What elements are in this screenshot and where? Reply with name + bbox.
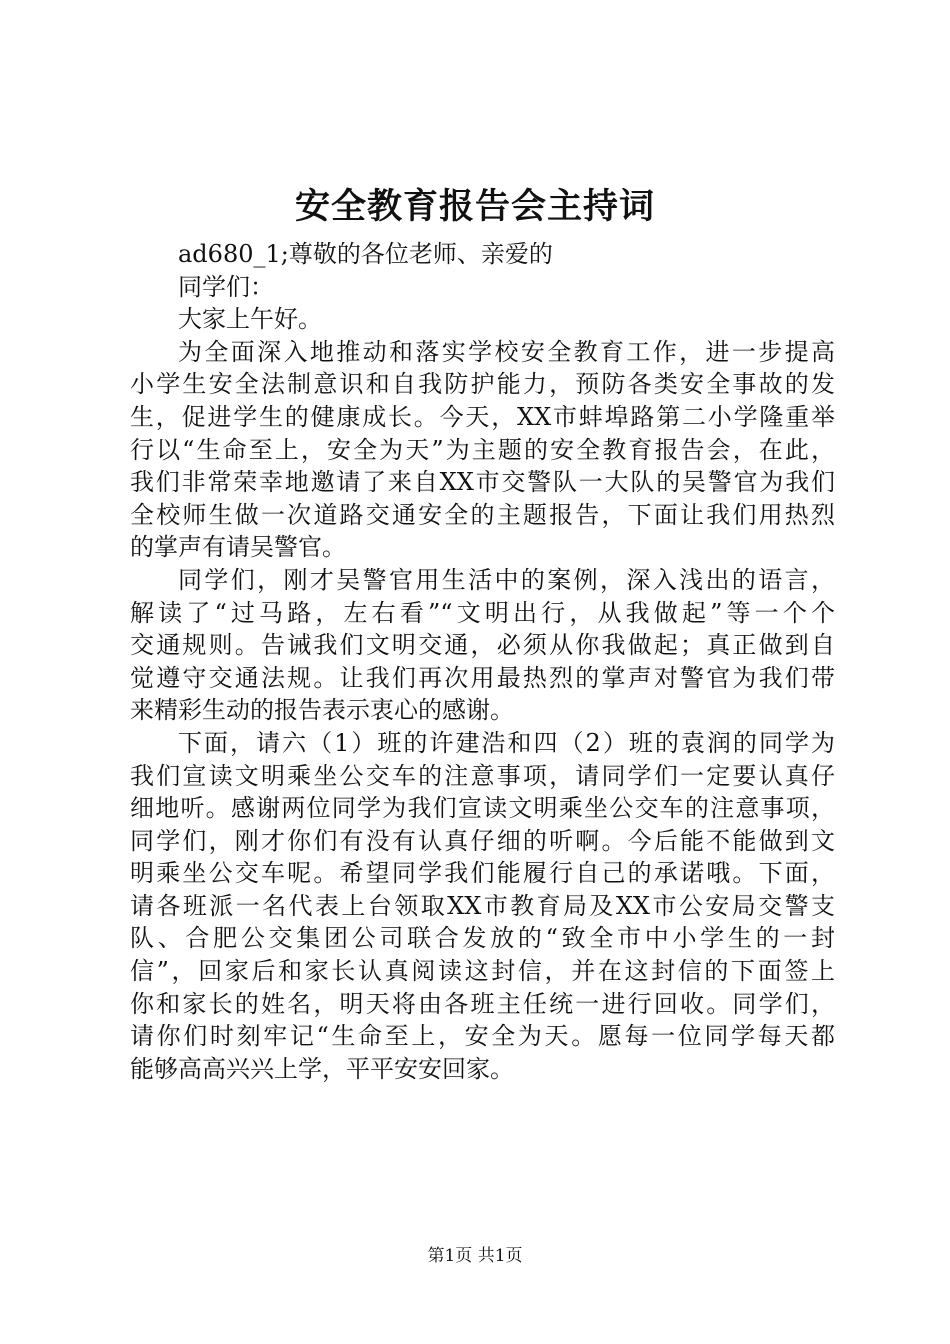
body-line: 请你们时刻牢记“生命至上，安全为天。愿每一位同学每天都 xyxy=(130,1022,835,1051)
page-footer: 第1页 共1页 xyxy=(427,1246,523,1266)
body-line: 同学们： xyxy=(178,272,274,301)
body-line: 大家上午好。 xyxy=(178,305,322,334)
body-line: 队、合肥公交集团公司联合发放的“致全市中小学生的一封 xyxy=(130,924,835,953)
body-line: 同学们，刚才吴警官用生活中的案例，深入浅出的语言， xyxy=(178,565,835,594)
body-line: 的掌声有请吴警官。 xyxy=(130,533,346,562)
body-line: 我们宣读文明乘坐公交车的注意事项，请同学们一定要认真仔 xyxy=(130,761,835,790)
body-line: 小学生安全法制意识和自我防护能力，预防各类安全事故的发 xyxy=(130,370,835,399)
body-line: 觉遵守交通法规。让我们再次用最热烈的掌声对警官为我们带 xyxy=(130,663,835,692)
body-line: 生，促进学生的健康成长。今天，XX市蚌埠路第二小学隆重举 xyxy=(130,402,835,431)
body-line: 你和家长的姓名，明天将由各班主任统一进行回收。同学们， xyxy=(130,989,835,1018)
body-line: ad680_1;尊敬的各位老师、亲爱的 xyxy=(178,240,553,268)
body-line: 同学们，刚才你们有没有认真仔细的听啊。今后能不能做到文 xyxy=(130,826,835,855)
body-line: 请各班派一名代表上台领取XX市教育局及XX市公安局交警支 xyxy=(130,891,835,920)
body-line: 来精彩生动的报告表示衷心的感谢。 xyxy=(130,696,514,725)
body-line: 明乘坐公交车呢。希望同学我们能履行自己的承诺哦。下面， xyxy=(130,859,835,888)
body-line: 能够高高兴兴上学，平平安安回家。 xyxy=(130,1054,514,1083)
body-line: 信”，回家后和家长认真阅读这封信，并在这封信的下面签上 xyxy=(130,957,835,986)
document-title: 安全教育报告会主持词 xyxy=(294,186,655,227)
body-line: 解读了“过马路，左右看”“文明出行，从我做起”等一个个 xyxy=(130,598,835,627)
body-line: 全校师生做一次道路交通安全的主题报告，下面让我们用热烈 xyxy=(130,500,835,529)
document-body xyxy=(130,238,835,1085)
body-line: 我们非常荣幸地邀请了来自XX市交警队一大队的吴警官为我们 xyxy=(130,468,835,497)
body-line: 下面，请六（1）班的许建浩和四（2）班的袁润的同学为 xyxy=(178,728,835,757)
body-line: 行以“生命至上，安全为天”为主题的安全教育报告会，在此， xyxy=(130,435,835,464)
body-line: 为全面深入地推动和落实学校安全教育工作，进一步提高 xyxy=(178,337,835,366)
body-line: 交通规则。告诫我们文明交通，必须从你我做起；真正做到自 xyxy=(130,631,835,660)
body-line: 细地听。感谢两位同学为我们宣读文明乘坐公交车的注意事项， xyxy=(130,794,835,823)
